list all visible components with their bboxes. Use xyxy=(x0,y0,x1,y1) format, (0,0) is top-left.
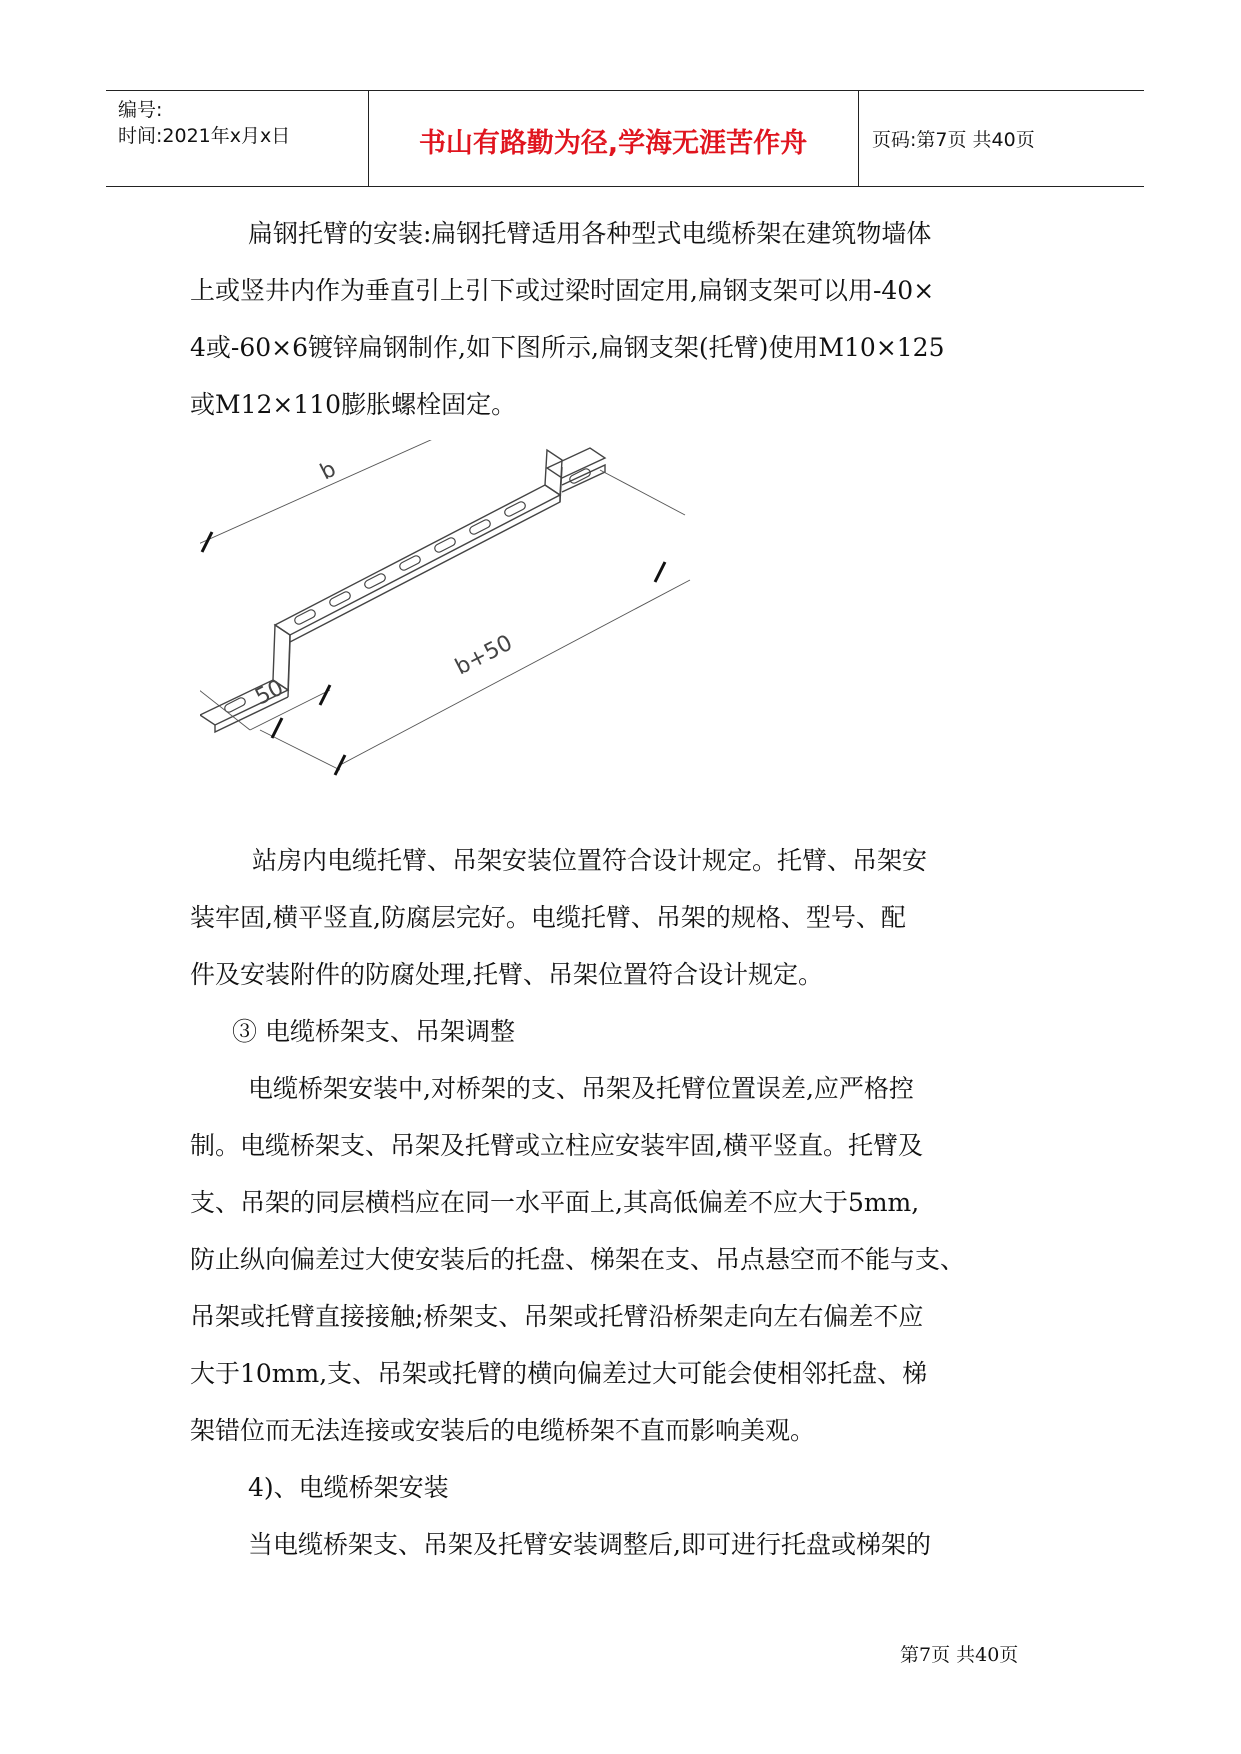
text-line: 制。电缆桥架支、吊架及托臂或立柱应安装牢固,横平竖直。托臂及 xyxy=(190,1131,923,1160)
header-page-info: 页码:第7页 共40页 xyxy=(872,129,1035,151)
header-motto: 书山有路勤为径,学海无涯苦作舟 xyxy=(418,128,808,159)
section-heading: 4)、电缆桥架安装 xyxy=(248,1473,449,1502)
flat-steel-bracket-diagram xyxy=(200,440,790,810)
dimension-label-b-plus-50: b+50 xyxy=(451,630,517,681)
text-line: 防止纵向偏差过大使安装后的托盘、梯架在支、吊点悬空而不能与支、 xyxy=(190,1245,966,1274)
text-line: 支、吊架的同层横档应在同一水平面上,其高低偏差不应大于5mm, xyxy=(190,1188,920,1217)
text-line: 扁钢托臂的安装:扁钢托臂适用各种型式电缆桥架在建筑物墙体 xyxy=(248,219,932,248)
text-line: 4或-60×6镀锌扁钢制作,如下图所示,扁钢支架(托臂)使用M10×125 xyxy=(190,333,945,362)
text-line: 吊架或托臂直接接触;桥架支、吊架或托臂沿桥架走向左右偏差不应 xyxy=(190,1302,924,1331)
text-line: 大于10mm,支、吊架或托臂的横向偏差过大可能会使相邻托盘、梯 xyxy=(190,1359,928,1388)
document-time-label: 时间:2021年x月x日 xyxy=(118,125,291,147)
document-number-label: 编号: xyxy=(118,99,163,121)
page-footer: 第7页 共40页 xyxy=(900,1644,1019,1666)
text-line: 当电缆桥架支、吊架及托臂安装调整后,即可进行托盘或梯架的 xyxy=(248,1530,931,1559)
header-divider xyxy=(858,91,859,186)
text-line: 或M12×110膨胀螺栓固定。 xyxy=(190,390,517,419)
text-line: 上或竖井内作为垂直引上引下或过梁时固定用,扁钢支架可以用-40× xyxy=(190,276,935,305)
paragraph-bracket-installation xyxy=(190,832,1060,1003)
text-line: 站房内电缆托臂、吊架安装位置符合设计规定。托臂、吊架安 xyxy=(252,846,928,875)
header-table xyxy=(106,90,1144,187)
text-line: 电缆桥架安装中,对桥架的支、吊架及托臂位置误差,应严格控 xyxy=(248,1074,914,1103)
text-line: 装牢固,横平竖直,防腐层完好。电缆托臂、吊架的规格、型号、配 xyxy=(190,903,906,932)
paragraph-flat-steel-bracket xyxy=(190,205,1060,433)
text-line: 架错位而无法连接或安装后的电缆桥架不直而影响美观。 xyxy=(190,1416,816,1445)
paragraph-bracket-adjustment xyxy=(190,1003,1060,1573)
section-heading: ③ 电缆桥架支、吊架调整 xyxy=(232,1017,515,1046)
dimension-label-50: 50 xyxy=(251,675,288,711)
dimension-label-b: b xyxy=(316,456,341,486)
text-line: 件及安装附件的防腐处理,托臂、吊架位置符合设计规定。 xyxy=(190,960,823,989)
